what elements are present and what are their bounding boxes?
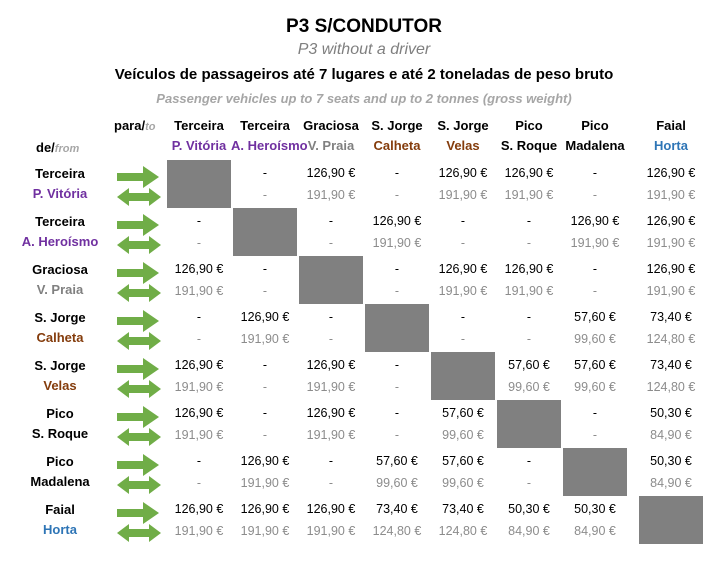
fare-return: 124,80 € xyxy=(646,332,696,346)
from-label-en: from xyxy=(54,143,80,155)
fare-return: 191,90 € xyxy=(306,428,356,442)
fare-return: - xyxy=(460,332,466,346)
fare-return: 124,80 € xyxy=(438,524,488,538)
diagonal-empty-cell xyxy=(365,304,429,352)
fare-return: 191,90 € xyxy=(504,284,554,298)
row-label-island: Graciosa xyxy=(32,262,88,277)
return-arrow-icon xyxy=(117,476,161,494)
one-way-arrow-icon xyxy=(117,454,159,476)
description-pt: Veículos de passageiros até 7 lugares e até 2 toneladas de peso bruto xyxy=(114,66,614,83)
fare-return: 191,90 € xyxy=(438,284,488,298)
fare-return: 191,90 € xyxy=(174,380,224,394)
fare-one-way: - xyxy=(328,214,334,228)
column-header-island: Graciosa xyxy=(303,118,359,133)
fare-return: 191,90 € xyxy=(504,188,554,202)
fare-return: - xyxy=(592,284,598,298)
one-way-arrow-icon xyxy=(117,358,159,380)
fare-one-way: 126,90 € xyxy=(646,166,696,180)
fare-return: - xyxy=(592,428,598,442)
fare-return: 191,90 € xyxy=(646,188,696,202)
fare-one-way: - xyxy=(196,454,202,468)
fare-one-way: 126,90 € xyxy=(438,166,488,180)
column-header-island: Terceira xyxy=(174,118,224,133)
fare-one-way: 73,40 € xyxy=(650,358,692,372)
one-way-arrow-icon xyxy=(117,262,159,284)
fare-return: 124,80 € xyxy=(372,524,422,538)
row-label-port: A. Heroísmo xyxy=(21,234,99,249)
fare-return: - xyxy=(196,332,202,346)
fare-return: - xyxy=(196,236,202,250)
fare-one-way: 50,30 € xyxy=(508,502,550,516)
column-header-island: S. Jorge xyxy=(371,118,423,133)
from-label-pt: de/ xyxy=(36,140,55,155)
row-label-island: Pico xyxy=(46,454,74,469)
fare-return: 191,90 € xyxy=(438,188,488,202)
fare-return: 191,90 € xyxy=(306,188,356,202)
fare-return: - xyxy=(262,284,268,298)
fare-one-way: 126,90 € xyxy=(240,454,290,468)
one-way-arrow-icon xyxy=(117,310,159,332)
return-arrow-icon xyxy=(117,332,161,350)
fare-return: 99,60 € xyxy=(508,380,550,394)
column-header-island: Faial xyxy=(656,118,686,133)
row-label-port: Horta xyxy=(43,522,77,537)
row-label-port: Velas xyxy=(43,378,77,393)
diagonal-empty-cell xyxy=(431,352,495,400)
column-header-port: S. Roque xyxy=(500,138,558,153)
fare-return: 191,90 € xyxy=(240,524,290,538)
fare-one-way: 50,30 € xyxy=(574,502,616,516)
fare-return: 191,90 € xyxy=(372,236,422,250)
row-label-island: Terceira xyxy=(35,166,85,181)
fare-one-way: 126,90 € xyxy=(372,214,422,228)
fare-one-way: - xyxy=(526,454,532,468)
fare-one-way: 126,90 € xyxy=(570,214,620,228)
fare-one-way: - xyxy=(526,310,532,324)
fare-one-way: - xyxy=(394,262,400,276)
fare-return: 99,60 € xyxy=(442,476,484,490)
row-label-island: Terceira xyxy=(35,214,85,229)
fare-return: - xyxy=(526,476,532,490)
fare-one-way: 126,90 € xyxy=(646,262,696,276)
fare-one-way: - xyxy=(262,358,268,372)
direction-arrows-icon xyxy=(115,258,163,302)
fare-return: 99,60 € xyxy=(442,428,484,442)
fare-one-way: 126,90 € xyxy=(174,406,224,420)
fare-return: 191,90 € xyxy=(174,524,224,538)
diagonal-empty-cell xyxy=(563,448,627,496)
fare-return: - xyxy=(328,236,334,250)
direction-arrows-icon xyxy=(115,210,163,254)
fare-return: 124,80 € xyxy=(646,380,696,394)
return-arrow-icon xyxy=(117,236,161,254)
fare-return: 84,90 € xyxy=(508,524,550,538)
diagonal-empty-cell xyxy=(299,256,363,304)
column-header-port: A. Heroísmo xyxy=(231,138,308,153)
fare-one-way: - xyxy=(328,454,334,468)
column-header-port: Horta xyxy=(654,138,688,153)
direction-arrows-icon xyxy=(115,306,163,350)
fare-one-way: 57,60 € xyxy=(508,358,550,372)
one-way-arrow-icon xyxy=(117,214,159,236)
fare-one-way: 57,60 € xyxy=(574,310,616,324)
direction-arrows-icon xyxy=(115,498,163,542)
column-header-port: P. Vitória xyxy=(171,138,227,153)
diagonal-empty-cell xyxy=(639,496,703,544)
fare-one-way: 73,40 € xyxy=(376,502,418,516)
return-arrow-icon xyxy=(117,188,161,206)
column-header-island: S. Jorge xyxy=(437,118,489,133)
fare-return: 191,90 € xyxy=(570,236,620,250)
fare-return: - xyxy=(394,428,400,442)
fare-return: 99,60 € xyxy=(574,380,616,394)
one-way-arrow-icon xyxy=(117,406,159,428)
column-header-island: Terceira xyxy=(240,118,290,133)
direction-arrows-icon xyxy=(115,354,163,398)
fare-return: - xyxy=(394,188,400,202)
fare-one-way: - xyxy=(262,166,268,180)
fare-return: - xyxy=(592,188,598,202)
column-header-port: Calheta xyxy=(373,138,421,153)
fare-one-way: 126,90 € xyxy=(240,310,290,324)
fare-return: 191,90 € xyxy=(646,236,696,250)
direction-arrows-icon xyxy=(115,402,163,446)
row-label-island: Pico xyxy=(46,406,74,421)
return-arrow-icon xyxy=(117,524,161,542)
fare-return: 191,90 € xyxy=(174,284,224,298)
fare-return: - xyxy=(460,236,466,250)
diagonal-empty-cell xyxy=(233,208,297,256)
fare-one-way: - xyxy=(328,310,334,324)
fare-one-way: 73,40 € xyxy=(650,310,692,324)
fare-one-way: - xyxy=(262,262,268,276)
fare-return: 191,90 € xyxy=(240,476,290,490)
row-label-island: S. Jorge xyxy=(34,358,86,373)
fare-one-way: 126,90 € xyxy=(174,502,224,516)
fare-one-way: - xyxy=(196,310,202,324)
fare-one-way: 57,60 € xyxy=(574,358,616,372)
return-arrow-icon xyxy=(117,428,161,446)
fare-return: 191,90 € xyxy=(306,524,356,538)
diagonal-empty-cell xyxy=(497,400,561,448)
to-label-pt: para/ xyxy=(114,118,146,133)
fare-return: 99,60 € xyxy=(376,476,418,490)
fare-one-way: 126,90 € xyxy=(306,502,356,516)
column-header-island: Pico xyxy=(515,118,543,133)
fare-return: - xyxy=(196,476,202,490)
fare-one-way: 57,60 € xyxy=(376,454,418,468)
row-label-port: Calheta xyxy=(36,330,84,345)
fare-return: 84,90 € xyxy=(650,428,692,442)
fare-one-way: - xyxy=(394,406,400,420)
page-title: P3 S/CONDUTOR xyxy=(286,16,442,37)
fare-return: 84,90 € xyxy=(650,476,692,490)
row-label-island: Faial xyxy=(45,502,75,517)
one-way-arrow-icon xyxy=(117,166,159,188)
fare-return: 191,90 € xyxy=(646,284,696,298)
fare-one-way: 126,90 € xyxy=(306,358,356,372)
fare-one-way: 126,90 € xyxy=(438,262,488,276)
fare-one-way: - xyxy=(196,214,202,228)
fare-one-way: 57,60 € xyxy=(442,406,484,420)
fare-one-way: 126,90 € xyxy=(174,358,224,372)
row-label-port: V. Praia xyxy=(36,282,84,297)
fare-one-way: - xyxy=(460,214,466,228)
one-way-arrow-icon xyxy=(117,502,159,524)
to-label-en: to xyxy=(145,121,156,133)
fare-one-way: - xyxy=(592,166,598,180)
fare-one-way: - xyxy=(262,406,268,420)
column-header-port: V. Praia xyxy=(307,138,355,153)
fare-one-way: 126,90 € xyxy=(504,262,554,276)
fare-one-way: 73,40 € xyxy=(442,502,484,516)
fare-return: - xyxy=(526,236,532,250)
fare-return: - xyxy=(262,380,268,394)
fare-return: - xyxy=(328,332,334,346)
fare-one-way: 57,60 € xyxy=(442,454,484,468)
direction-arrows-icon xyxy=(115,162,163,206)
fare-one-way: 126,90 € xyxy=(504,166,554,180)
page-subtitle: P3 without a driver xyxy=(297,41,431,58)
fare-return: - xyxy=(328,476,334,490)
fare-one-way: - xyxy=(394,166,400,180)
fare-one-way: 126,90 € xyxy=(174,262,224,276)
description-en: Passenger vehicles up to 7 seats and up to 2 tonnes (gross weight) xyxy=(156,91,572,106)
fare-one-way: - xyxy=(526,214,532,228)
row-label-island: S. Jorge xyxy=(34,310,86,325)
fare-return: - xyxy=(526,332,532,346)
fare-one-way: 50,30 € xyxy=(650,406,692,420)
fare-one-way: 126,90 € xyxy=(240,502,290,516)
fare-return: - xyxy=(262,188,268,202)
column-header-port: Madalena xyxy=(565,138,625,153)
row-label-port: P. Vitória xyxy=(32,186,88,201)
fare-return: 99,60 € xyxy=(574,332,616,346)
diagonal-empty-cell xyxy=(167,160,231,208)
fare-one-way: - xyxy=(592,262,598,276)
fare-one-way: - xyxy=(592,406,598,420)
fare-return: - xyxy=(394,284,400,298)
row-label-port: Madalena xyxy=(30,474,90,489)
fare-return: 191,90 € xyxy=(240,332,290,346)
fare-return: 84,90 € xyxy=(574,524,616,538)
direction-arrows-icon xyxy=(115,450,163,494)
column-header-port: Velas xyxy=(446,138,480,153)
fare-one-way: 50,30 € xyxy=(650,454,692,468)
fare-one-way: 126,90 € xyxy=(306,406,356,420)
fare-one-way: 126,90 € xyxy=(646,214,696,228)
return-arrow-icon xyxy=(117,380,161,398)
column-header-island: Pico xyxy=(581,118,609,133)
return-arrow-icon xyxy=(117,284,161,302)
fare-return: 191,90 € xyxy=(306,380,356,394)
fare-one-way: - xyxy=(460,310,466,324)
fare-return: - xyxy=(394,380,400,394)
row-label-port: S. Roque xyxy=(31,426,89,441)
fare-return: 191,90 € xyxy=(174,428,224,442)
fare-one-way: 126,90 € xyxy=(306,166,356,180)
fare-one-way: - xyxy=(394,358,400,372)
fare-return: - xyxy=(262,428,268,442)
